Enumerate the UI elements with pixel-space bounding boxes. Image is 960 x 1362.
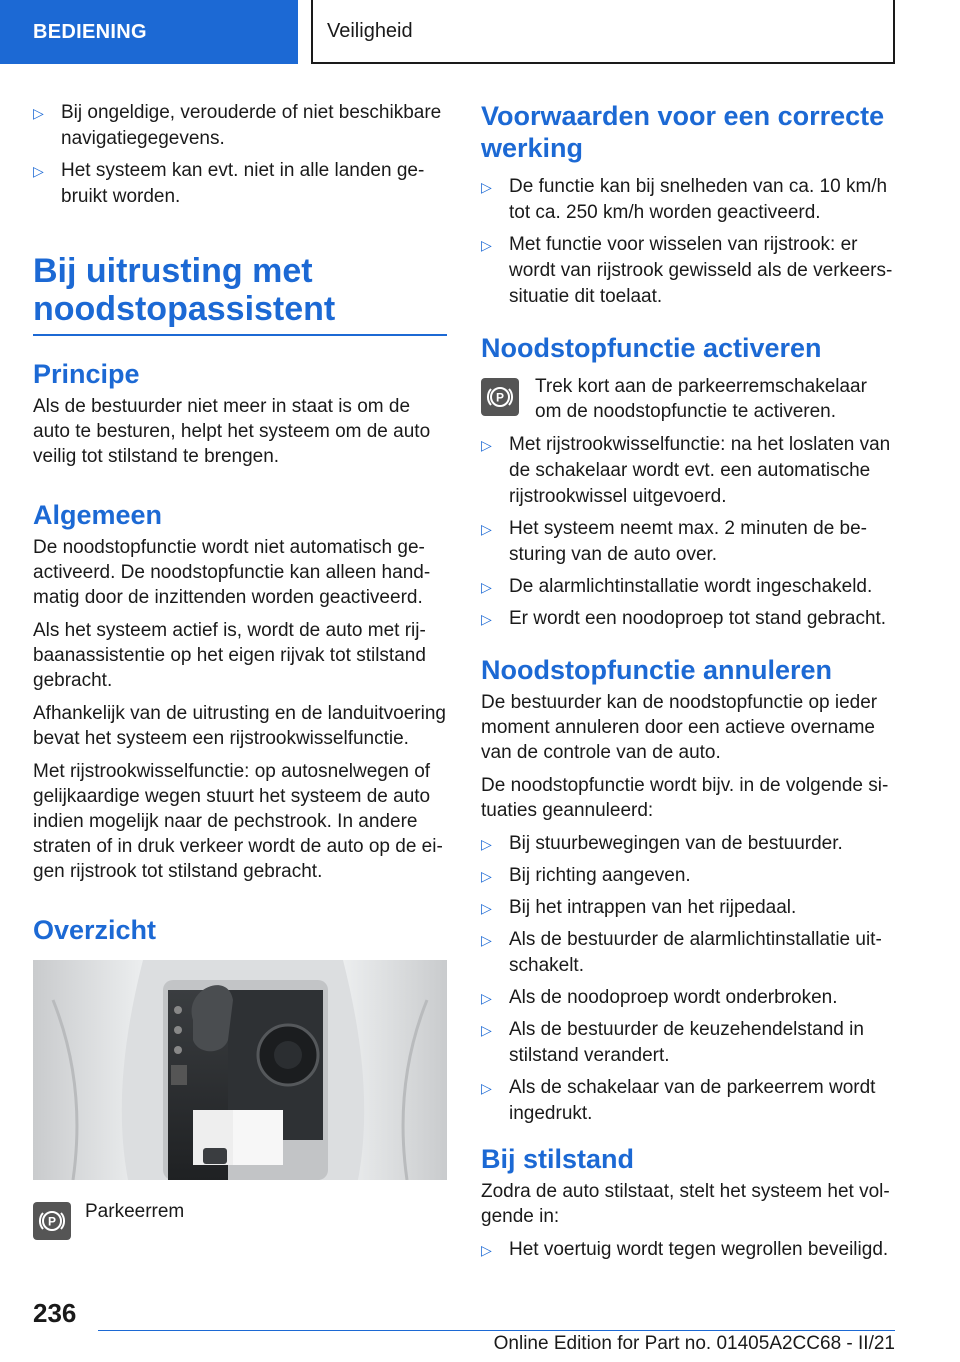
list-item: ▷ Bij ongeldige, verouderde of niet beschikbare navigatiegegevens. — [33, 102, 442, 149]
stilstand-heading: Bij stilstand — [481, 1144, 635, 1174]
list-item: ▷ Het voertuig wordt tegen wegrollen beveiligd. — [481, 1237, 895, 1263]
list-item: ▷ De alarmlichtinstallatie wordt ingeschakeld. — [481, 574, 895, 600]
chapter-tab — [311, 0, 895, 64]
triangle-right-icon: ▷ — [481, 868, 492, 884]
triangle-right-icon: ▷ — [481, 932, 492, 948]
activeren-heading: Noodstopfunctie activeren — [481, 333, 822, 363]
center-console-photo — [33, 960, 447, 1180]
triangle-right-icon: ▷ — [481, 1022, 492, 1038]
list-item: ▷ Als de noodoproep wordt onderbroken. — [481, 985, 895, 1011]
list-item: ▷ Er wordt een noodoproep tot stand gebracht. — [481, 606, 895, 632]
algemeen-paragraph: Afhankelijk van de uitrusting en de landuitvoering bevat het systeem een rijstrookwisselfunctie. — [33, 703, 446, 749]
triangle-right-icon: ▷ — [481, 1242, 492, 1258]
list-item: ▷ Bij stuurbewegingen van de bestuurder. — [481, 831, 895, 857]
list-item: ▷ Als de schakelaar van de parkeerrem wordt ingedrukt. — [481, 1077, 876, 1124]
list-item: ▷ De functie kan bij snelheden van ca. 10 km/h tot ca. 250 km/h worden geactiveerd. — [481, 176, 888, 223]
triangle-right-icon: ▷ — [481, 611, 492, 627]
algemeen-heading: Algemeen — [33, 500, 163, 530]
triangle-right-icon: ▷ — [481, 237, 492, 253]
list-item: ▷ Als de bestuurder de keuzehendelstand in stilstand verandert. — [481, 1019, 864, 1066]
section-title: BEDIENING — [33, 20, 147, 43]
triangle-right-icon: ▷ — [33, 105, 44, 121]
list-item: ▷ Met rijstrookwisselfunctie: na het loslaten van de schakelaar wordt evt. een automatische rijstrookwissel uitgevoerd. — [481, 434, 891, 507]
algemeen-paragraph: De noodstopfunctie wordt niet automatisch ge‐activeerd. De noodstopfunctie kan alleen hand‐matig door de inzittenden worden geactiveerd. — [33, 537, 431, 608]
overzicht-heading: Overzicht — [33, 915, 157, 945]
page-number: 236 — [33, 1298, 77, 1328]
left-column — [33, 100, 447, 1240]
list-item: ▷ Bij richting aangeven. — [481, 863, 895, 889]
activeren-text: Trek kort aan de parkeerremschakelaar om de noodstopfunctie te activeren. — [535, 376, 867, 422]
triangle-right-icon: ▷ — [481, 521, 492, 537]
stilstand-text: Zodra de auto stilstaat, stelt het systeem het vol‐gende in: — [481, 1181, 890, 1227]
list-item: ▷ Als de bestuurder de alarmlichtinstallatie uit‐schakelt. — [481, 929, 882, 976]
svg-text:P: P — [495, 390, 505, 405]
principe-heading: Principe — [33, 359, 140, 389]
parking-brake-icon — [481, 378, 519, 416]
triangle-right-icon: ▷ — [481, 437, 492, 453]
voorwaarden-heading: Voorwaarden voor een correcte werking — [481, 101, 885, 163]
center-console-illustration — [33, 960, 447, 1180]
triangle-right-icon: ▷ — [481, 1080, 492, 1096]
triangle-right-icon: ▷ — [33, 163, 44, 179]
list-item: ▷ Met functie voor wisselen van rijstrook: er wordt van rijstrook gewisseld als de verkeers‐situatie dit toelaat. — [481, 234, 893, 307]
list-item: ▷ Het systeem neemt max. 2 minuten de be‐sturing van de auto over. — [481, 518, 867, 565]
section-tab — [0, 0, 298, 64]
parking-brake-legend — [33, 1202, 447, 1240]
principe-text: Als de bestuurder niet meer in staat is om de auto te besturen, helpt het systeem om de auto veilig tot stilstand te brengen. — [33, 396, 431, 467]
algemeen-paragraph: Als het systeem actief is, wordt de auto met rij‐baanassistentie op het eigen rijvak tot stilstand gebracht. — [33, 620, 426, 691]
main-heading: Bij uitrusting met noodstopassistent — [33, 252, 447, 336]
annuleren-heading: Noodstopfunctie annuleren — [481, 655, 832, 685]
triangle-right-icon: ▷ — [481, 579, 492, 595]
triangle-right-icon: ▷ — [481, 900, 492, 916]
svg-text:P: P — [47, 1214, 57, 1229]
triangle-right-icon: ▷ — [481, 990, 492, 1006]
annuleren-paragraph: De noodstopfunctie wordt bijv. in de volgende si‐tuaties geannuleerd: — [481, 775, 889, 821]
triangle-right-icon: ▷ — [481, 836, 492, 852]
parking-brake-label: Parkeerrem — [85, 1201, 185, 1222]
right-column — [481, 100, 895, 1269]
algemeen-paragraph: Met rijstrookwisselfunctie: op autosnelwegen of gelijkaardige wegen stuurt het systeem de auto indien mogelijk naar de pechstrook. In andere straten of in druk verkeer wordt de auto op de ei‐gen rijstrook tot stilstand gebracht. — [33, 761, 443, 882]
chapter-title: Veiligheid — [327, 19, 413, 42]
triangle-right-icon: ▷ — [481, 179, 492, 195]
edition-note: Online Edition for Part no. 01405A2CC68 - II/21 — [493, 1333, 895, 1354]
annuleren-paragraph: De bestuurder kan de noodstopfunctie op ieder moment annuleren door een actieve overname van de controle van de auto. — [481, 692, 878, 763]
list-item: ▷ Bij het intrappen van het rijpedaal. — [481, 895, 895, 921]
activeren-instruction — [481, 374, 895, 424]
list-item: ▷ Het systeem kan evt. niet in alle landen ge‐bruikt worden. — [33, 160, 425, 207]
parking-brake-icon — [33, 1202, 71, 1240]
footer-divider — [98, 1330, 895, 1331]
